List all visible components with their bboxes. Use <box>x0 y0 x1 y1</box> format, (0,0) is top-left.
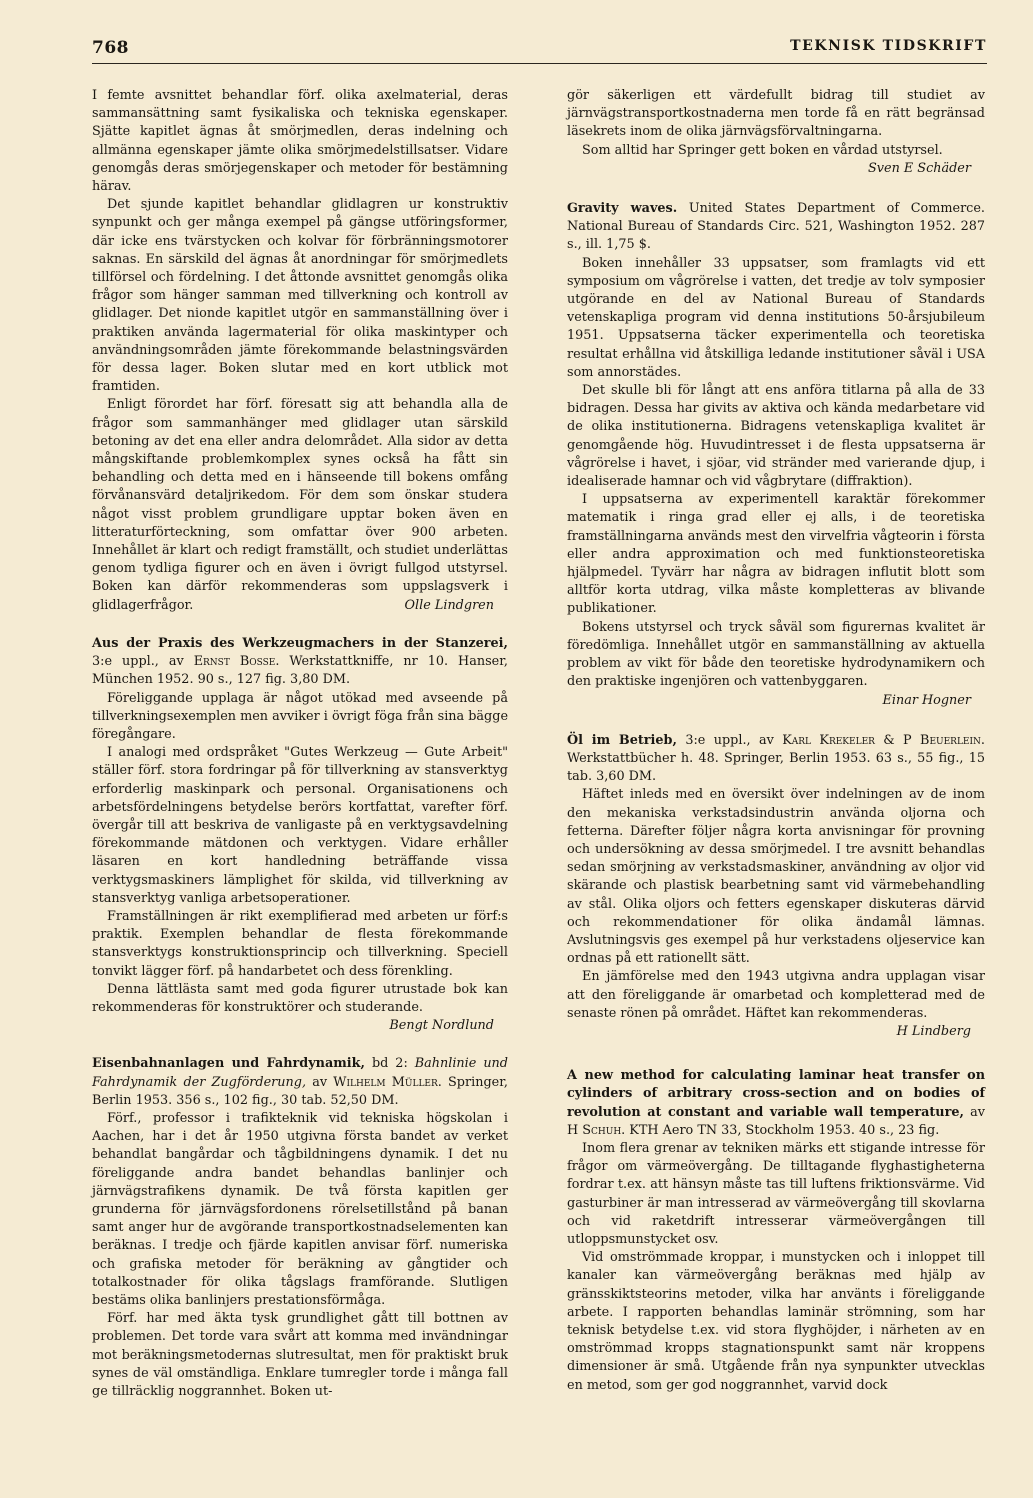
book-title: A new method for calculating laminar heat transfer on cylinders of arbitrary cross-section and on bodies of revolution at constant and variable wall temperature, <box>567 1068 985 1120</box>
paragraph: Häftet inleds med en översikt över indelningen av de inom den mekaniska verkstadsindustrin använda oljorna och fetterna. Därefter följer några korta anvisningar för provning och undersökning av dessa smörjmedel. I tre avsnitt behandlas sedan smörjning av verkstadsmaskiner, användning av oljor vid skärande och plastisk bearbetning samt vid värmebehandling av stål. Olika oljors och fetters egenskaper diskuteras därvid och rekommendationer för olika ändamål lämnas. Avslutningsvis ges exempel på hur verkstadens oljeservice kan ordnas på ett rationellt sätt. <box>567 787 985 967</box>
book-subtitle: Bahnlinie und Fahrdynamik der Zugförderung, <box>92 1056 508 1090</box>
book-title: Eisenbahnanlagen und Fahrdynamik, <box>92 1056 365 1072</box>
signature: Sven E Schäder <box>868 160 971 176</box>
paragraph: gör säkerligen ett värdefullt bidrag till studiet av järnvägstransportkostnaderna men torde få en rätt begränsad läsekrets inom de olika järnvägsförvaltningarna. <box>567 88 985 140</box>
paragraph: I femte avsnittet behandlar förf. olika axelmaterial, deras sammansättning samt fysikaliska och tekniska egenskaper. Sjätte kapitlet ägnas åt smörjmedlen, deras indelning och allmänna egenskaper jämte olika smörjmedelstillsatser. Vidare genomgås deras smörjegenskaper och metoder för bestämning härav. <box>92 88 508 195</box>
review-heat-transfer <box>567 1067 985 1395</box>
review-gravity-waves <box>567 200 985 710</box>
review-eisenbahn-continued <box>567 87 985 178</box>
right-column <box>567 87 985 1413</box>
book-author: Karl Krekeler & P Beuerlein <box>782 732 981 748</box>
paragraph: Det sjunde kapitlet behandlar glidlagren ur konstruktiv synpunkt och ger många exempel på gängse utföringsformer, där icke ens tvärstycken och kolvar för förbränningsmotorer saknas. En särskild del ägnas åt anordningar för smörjmedlets tillförsel och fördelning. I det åttonde avsnittet genomgås olika frågor som hänger samman med tillverkning och kontroll av glidlager. Det nionde kapitlet utgör en sammanställning över i praktiken använda lagermaterial för olika maskintyper och användningsområden jämte förekommande belastningsvärden för dessa lager. Boken slutar med en kort utblick mot framtiden. <box>92 197 508 395</box>
book-details: United States Department of Commerce. National Bureau of Standards Circ. 521, Washington 1952. 287 s., ill. 1,75 $. <box>567 201 985 253</box>
review-werkzeugmacher <box>92 635 508 1035</box>
signature: H Lindberg <box>896 1023 971 1039</box>
review-heading <box>567 1067 985 1140</box>
paragraph: Bokens utstyrsel och tryck såväl som figurernas kvalitet är föredömliga. Innehållet utgör en sammanställning av aktuella problem av vikt för både den teoretiske hydrodynamikern och den praktiske ingenjören och vattenbyggaren. Einar Hogner <box>567 619 985 692</box>
review-ol-im-betrieb <box>567 732 985 1041</box>
paragraph: Föreliggande upplaga är något utökad med avseende på tillverkningsexemplen men avviker i övrigt föga från sina bägge föregångare. <box>92 690 509 742</box>
book-by: av <box>306 1074 334 1090</box>
paragraph: Som alltid har Springer gett boken en vårdad utstyrsel. <box>582 142 943 158</box>
paragraph: Framställningen är rikt exemplifierad med arbeten ur förf:s praktik. Exemplen behandlar de flesta förekommande stansverktygs konstruktionsprincip och tillverkning. Speciell tonvikt lägger förf. på handarbetet och dess förenkling. <box>92 908 508 979</box>
header-rule <box>92 63 987 64</box>
paragraph: En jämförelse med den 1943 utgivna andra upplagan visar att den föreliggande är omarbetad och kompletterad med de senaste rönen på området. Häftet kan rekommenderas. H Lindberg <box>567 968 985 1023</box>
book-details: . KTH Aero TN 33, Stockholm 1953. 40 s., 23 fig. <box>621 1122 940 1138</box>
paragraph: I analogi med ordspråket "Gutes Werkzeug — Gute Arbeit" ställer förf. stora fordringar på för tillverkning av stansverktyg erforderlig maskinpark och personal. Organisationens och arbetsfördelningens betydelse berörs kortfattat, varefter förf. övergår till att beskriva de vanligaste på en verktygsavdelning förekommande mätdonen och verktygen. Vidare erhåller läsaren en kort handledning beträffande vissa verktygsmaskiners lämplighet för skilda, vid tillverkning av stansverktyg vanliga arbetsoperationer. <box>92 745 508 906</box>
paragraph: I uppsatserna av experimentell karaktär förekommer matematik i ringa grad eller ej alls, i de teoretiska framställningarna används mest den virvelfria vågteorin i första eller andra approximation och med funktionsteoretiska hjälpmedel. Tyvärr har några av bidragen influtit blott som alltför korta utdrag, vilka måste kompletteras av blivande publikationer. <box>567 492 985 617</box>
book-author: Ernst Bosse <box>193 654 276 670</box>
review-heading <box>92 1055 508 1110</box>
paragraph: Förf., professor i trafikteknik vid tekniska högskolan i Aachen, har i det år 1950 utgivna första bandet av verket behandlat bangårdar och tågbildningens dynamik. I det nu föreliggande andra bandet behandlas banlinjer och järnvägstrafikens dynamik. De två första kapitlen ger grunderna för järnvägsfordonens rörelsetillstånd på banan samt anger hur de avgörande transportkostnadselementen kan beräknas. I tredje och fjärde kapitlen anvisar förf. numeriska och grafiska metoder för beräkning av gångtider och totalkostnader för olika tågslags framförande. Slutligen bestäms olika banlinjers prestationsförmåga. <box>92 1110 508 1308</box>
review-heading <box>567 200 985 255</box>
paragraph: Boken innehåller 33 uppsatser, som framlagts vid ett symposium om vågrörelse i vatten, det tredje av tolv symposier utgörande en del av National Bureau of Standards vetenskapliga program vid denna institutions 50-årsjubileum 1951. Uppsatserna täcker experimentella och teoretiska resultat erhållna vid åtskilliga ledande institutioner såväl i USA som annorstädes. <box>567 255 985 380</box>
paragraph: Det skulle bli för långt att ens anföra titlarna på alla de 33 bidragen. Dessa har givits av aktiva och kända medarbetare vid de olika institutionerna. Bidragens vetenskapliga kvalitet är genomgående hög. Huvudintresset i de flesta uppsatserna är vågrörelse i havet, i sjöar, vid stränder med varierande djup, i idealiserade hamnar och vid vågbrytare (diffraktion). <box>567 383 985 490</box>
paragraph: Vid omströmmade kroppar, i munstycken och i inloppet till kanaler kan värmeövergång beräknas med hjälp av gränsskiktsteorins metoder, vilka har använts i föreliggande arbete. I rapporten behandlas laminär strömning, som har teknisk betydelse t.ex. vid stora flyghöjder, i närheten av en omströmmad kropps stagnationspunkt samt när kroppens dimensioner är små. Utgående från nya synpunkter utvecklas en metod, som ger god noggrannhet, varvid dock <box>567 1250 985 1393</box>
signature: Olle Lindgren <box>404 597 494 613</box>
book-edition: 3:e uppl., av <box>92 654 184 670</box>
paragraph: Förf. har med äkta tysk grundlighet gått till bottnen av problemen. Det torde vara svårt att komma med invändningar mot beräkningsmetodernas slutresultat, men för praktiskt bruk synes de väl omständliga. Enklare tumregler torde i många fall ge tillräcklig noggrannhet. Boken ut- <box>92 1311 508 1400</box>
signature: Bengt Nordlund <box>389 1018 494 1034</box>
book-edition: 3:e uppl., av <box>676 732 783 748</box>
book-by: av H <box>567 1104 985 1138</box>
page-number: 768 <box>92 38 129 58</box>
book-title: Aus der Praxis des Werkzeugmachers in der Stanzerei, <box>92 635 508 651</box>
review-heading <box>92 635 508 690</box>
paragraph: Inom flera grenar av tekniken märks ett stigande intresse för frågor om värmeövergång. De tilltagande flyghastigheterna fordrar t.ex. att hänsyn måste tas till luftens friktionsvärme. Vid gasturbiner är man intresserad av värmeövergång till skovlarna och vid raketdrift intresserar värmeövergången till utloppsmunstycket osv. <box>567 1140 985 1247</box>
review-heading <box>567 732 985 787</box>
book-volume: bd 2: <box>364 1056 415 1072</box>
book-author: Schuh <box>582 1122 622 1138</box>
book-details: . Werkstattkniffe, nr 10. Hanser, München 1952. 90 s., 127 fig. 3,80 DM. <box>92 654 508 688</box>
paragraph: Enligt förordet har förf. föresatt sig att behandla alla de frågor som sammanhänger med glidlager utan särskild betoning av det ena eller andra delområdet. Alla sidor av detta mångskiftande problemkomplex synes också ha fått sin behandling och detta med en i hänseende till bokens omfång förvånansvärd detaljrikedom. För dem som önskar studera något visst problem grundligare upptar boken även en litteraturförteckning, som omfattar över 900 arbeten. Innehållet är klart och redigt framställt, och studiet underlättas genom tydliga figurer och en även i övrigt fullgod utstyrsel. Boken kan därför rekommenderas som uppslagsverk i glidlagerfrågor. Olle Lindgren <box>92 396 508 614</box>
running-head: TEKNISK TIDSKRIFT <box>790 38 987 54</box>
left-column <box>92 87 508 1419</box>
book-details: . Werkstattbücher h. 48. Springer, Berlin 1953. 63 s., 55 fig., 15 tab. 3,60 DM. <box>567 732 985 785</box>
book-author: Wilhelm Müller <box>333 1074 438 1090</box>
book-title: Öl im Betrieb, <box>567 732 677 748</box>
paragraph: Denna lättlästa samt med goda figurer utrustade bok kan rekommenderas för konstruktörer och studerande. <box>92 981 508 1015</box>
book-title: Gravity waves. <box>567 201 678 217</box>
signature: Einar Hogner <box>882 692 971 708</box>
book-details: . Springer, Berlin 1953. 356 s., 102 fig., 30 tab. 52,50 DM. <box>92 1074 508 1108</box>
review-eisenbahn <box>92 1055 508 1401</box>
review-glidlager <box>92 87 508 615</box>
